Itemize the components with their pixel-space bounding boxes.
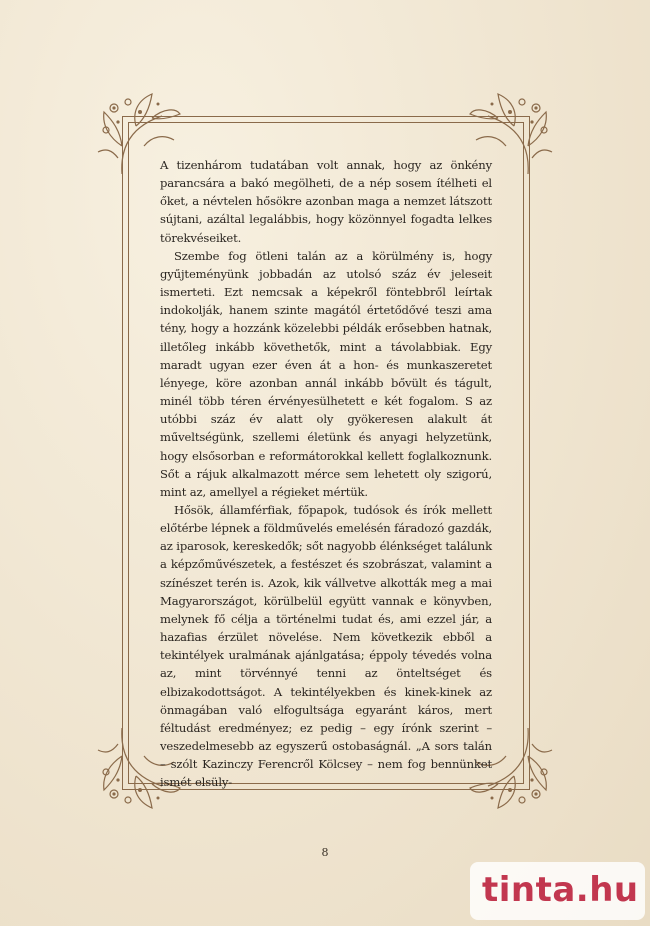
watermark	[470, 862, 645, 920]
body-text	[160, 156, 492, 791]
paragraph: A tizenhárom tudatában volt annak, hogy az önkény parancsára a bakó megölheti, de a nép sosem ítélheti el őket, a névtelen hősökre azonban maga a nemzet látszott sújtani, azáltal legalábbis, hogy közönnyel fogadta lelkes törekvéseiket.	[160, 158, 492, 245]
page-number: 8	[321, 846, 329, 859]
paragraph: Szembe fog ötleni talán az a körülmény is, hogy gyűjteményünk jobbadán az utolsó száz év jeleseit ismerteti. Ezt nemcsak a képekről föntebbről leírtak indokolják, hanem szinte magától értetődővé teszi ama tény, hogy a hozzánk közelebbi példák erősebben hatnak, illetőleg inkább követhetők, mint a távolabbiak. Egy maradt ugyan ezer éven át a hon- és munkaszeretet lényege, köre azonban annál inkább bővült és tágult, minél több téren érvényesülhetett e két fogalom. S az utóbbi száz év alatt oly gyökeresen alakult át műveltségünk, szellemi életünk és anyagi helyzetünk, hogy elsősorban e reformátorokkal kellett foglalkoznunk. Sőt a rájuk alkalmazott mérce sem lehetett oly szigorú, mint az, amellyel a régieket mértük.	[160, 248, 492, 499]
paragraph: Hősök, államférfiak, főpapok, tudósok és írók mellett előtérbe lépnek a földművelés emelésén fáradozó gazdák, az iparosok, kereskedők; sőt nagyobb élénkséget találunk a képzőművészetek, a festészet és szobrászat, valamint a színészet terén is. Azok, kik vállvetve alkották meg a mai Magyarországot, körülbelül együtt vannak e könyvben, melynek fő célja a történelmi tudat és, ami ezzel jár, a hazafias érzület növelése. Nem következik ebből a tekintélyek uralmának ajánlgatása; éppoly tévedés volna az, mint törvénnyé tenni az önteltséget és elbizakodottságot. A tekintélyekben és kinek-kinek az önmagában való elfogultsága egyaránt káros, mert féltudást eredményez; ez pedig – egy írónk szerint – veszedelmesebb az egyszerű ostobaságnál. „A sors talán – szólt Kazinczy Ferencről Kölcsey – nem fog bennünket ismét elsüly-	[160, 502, 492, 790]
watermark-text: tinta.hu	[482, 870, 639, 910]
